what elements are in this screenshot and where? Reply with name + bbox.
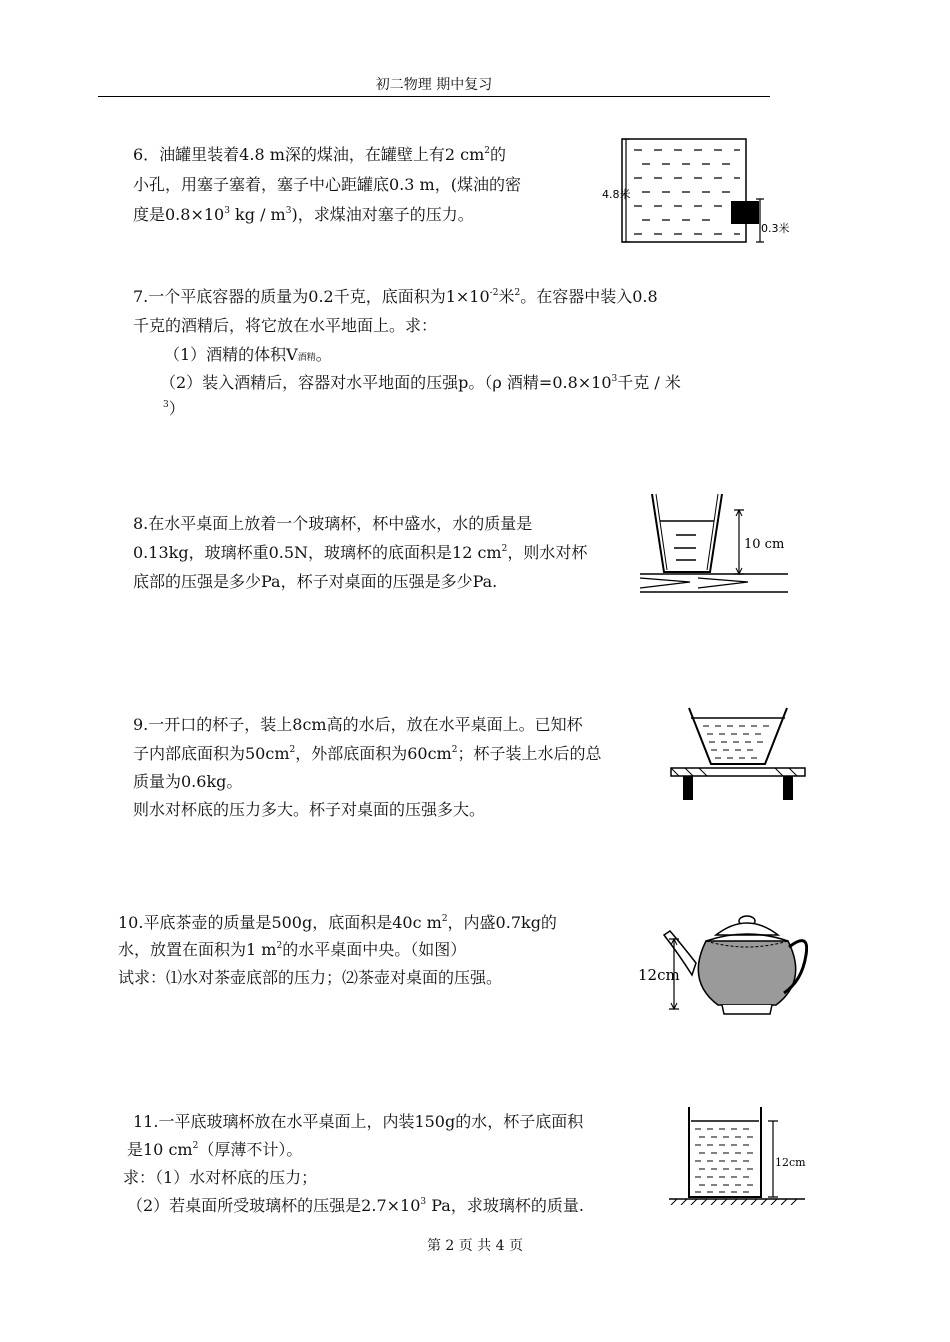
teapot-height-label: 12cm	[638, 966, 680, 984]
q8-line-2: 0.13kg，玻璃杯重0.5N，玻璃杯的底面积是12 $cm^2$，则水对杯	[133, 543, 588, 562]
q6-line-2: 小孔，用塞子塞着，塞子中心距罐底0.3 m，(煤油的密	[133, 175, 521, 194]
oil-tank-figure	[600, 134, 805, 246]
q6-line-3: 度是$0.8\times 10^3$ kg / $m^3$)，求煤油对塞子的压力。	[133, 205, 474, 224]
teapot-figure	[636, 901, 808, 1023]
q7-line-5: $^3$）	[163, 399, 185, 418]
glass-cup-figure	[638, 488, 790, 596]
q11-line-3: 求：（1）水对杯底的压力；	[123, 1168, 318, 1187]
q10-line-3: 试求：⑴水对茶壶底部的压力；⑵茶壶对桌面的压强。	[118, 968, 503, 987]
page-header: 初二物理 期中复习	[375, 77, 493, 93]
q11-line-4: （2）若桌面所受玻璃杯的压强是$2.7\times 10^3$ Pa，求玻璃杯的质量.	[127, 1196, 584, 1215]
q8-line-3: 底部的压强是多少Pa，杯子对桌面的压强是多少Pa.	[133, 572, 498, 591]
q9-line-4: 则水对杯底的压力多大。杯子对桌面的压强多大。	[133, 800, 486, 819]
hole-height-label: 0.3米	[761, 222, 790, 235]
q7-line-1: 7.一个平底容器的质量为0.2千克，底面积为$1\times 10^{-2}$米$^2$。在容器中装入0.8	[133, 287, 658, 306]
q10-line-2: 水，放置在面积为1 $m^2$的水平桌面中央。（如图）	[118, 940, 467, 959]
header-divider	[98, 96, 770, 97]
glass-height-label: 12cm	[775, 1156, 806, 1169]
q9-line-2: 子内部底面积为$50cm^2$，外部底面积为$60cm^2$；杯子装上水后的总	[133, 744, 602, 763]
page-footer: 第 2 页 共 4 页	[426, 1238, 524, 1254]
q8-line-1: 8.在水平桌面上放着一个玻璃杯，杯中盛水，水的质量是	[133, 514, 533, 533]
q7-line-2: 千克的酒精后，将它放在水平地面上。求：	[133, 316, 438, 335]
glass-figure	[667, 1103, 807, 1205]
cup-height-label: 10 cm	[744, 537, 785, 552]
q7-line-4: （2）装入酒精后，容器对水平地面的压强p。（ρ 酒精$=0.8\times 10^3$千克 / 米	[160, 373, 681, 392]
q10-line-1: 10.平底茶壶的质量是500g，底面积是40c $m^2$，内盛0.7kg的	[118, 913, 557, 932]
open-cup-figure	[667, 704, 809, 802]
q9-line-3: 质量为0.6kg。	[133, 772, 243, 791]
q9-line-1: 9.一开口的杯子，装上8cm高的水后，放在水平桌面上。已知杯	[133, 715, 583, 734]
depth-label: 4.8米	[602, 188, 631, 201]
q6-line-1: 6．油罐里装着4.8 m深的煤油，在罐壁上有2 $cm^2$的	[133, 145, 507, 164]
q7-line-3: （1）酒精的体积V酒精。	[164, 345, 332, 364]
q11-line-2: 是10 $cm^2$（厚薄不计）。	[127, 1140, 303, 1159]
q11-line-1: 11.一平底玻璃杯放在水平桌面上，内装150g的水，杯子底面积	[133, 1112, 584, 1131]
